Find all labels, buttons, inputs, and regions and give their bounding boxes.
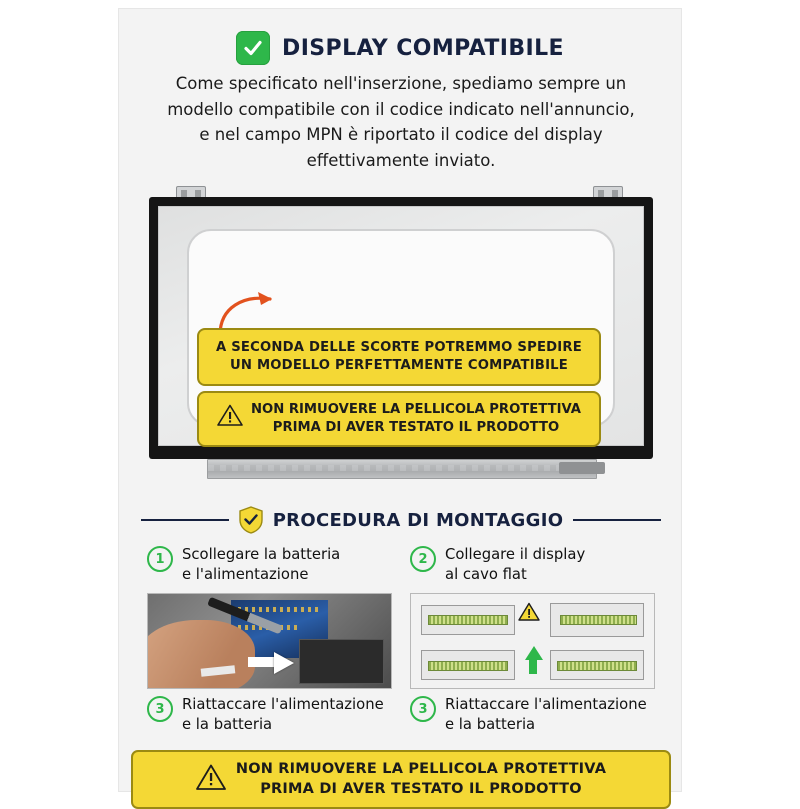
intro-line-4: effettivamente inviato. xyxy=(306,150,496,170)
green-arrow-icon xyxy=(525,646,543,660)
callout-film-line-2: PRIMA DI AVER TESTATO IL PRODOTTO xyxy=(272,419,560,435)
step-4-line-2: e la batteria xyxy=(445,715,536,733)
lcd-panel-illustration xyxy=(149,179,653,494)
step-4-line-1: Riattaccare l'alimentazione xyxy=(445,696,647,713)
warning-icon-small xyxy=(518,602,540,626)
step-2-photo xyxy=(410,593,655,689)
step-1-number: 1 xyxy=(147,546,173,572)
panel-bottom-strip xyxy=(207,459,597,479)
section-header xyxy=(141,506,661,534)
panel-bezel xyxy=(149,197,653,459)
divider-right xyxy=(573,519,661,521)
step-3-line-2: e la batteria xyxy=(182,715,273,733)
footer-warning-banner xyxy=(131,750,671,809)
step-item-3 xyxy=(147,689,392,739)
callout-stock-line-1: A SECONDA DELLE SCORTE POTREMMO SPEDIRE xyxy=(216,340,582,355)
intro-line-1: Come specificato nell'inserzione, spediamo sempre un xyxy=(175,74,627,93)
footer-line-1: NON RIMUOVERE LA PELLICOLA PROTETTIVA xyxy=(235,761,607,777)
callout-stock-notice xyxy=(197,328,601,386)
step-1-line-1: Scollegare la batteria xyxy=(182,546,341,563)
shield-icon xyxy=(239,506,263,534)
page-title: DISPLAY COMPATIBILE xyxy=(282,35,564,61)
callout-film-line-1: NON RIMUOVERE LA PELLICOLA PROTETTIVA xyxy=(250,402,582,417)
white-arrow-icon xyxy=(274,652,294,674)
green-arrow-tail xyxy=(529,658,537,674)
warning-icon-footer xyxy=(196,764,226,795)
flat-cable-strip-bottom-right xyxy=(557,661,637,671)
section-title: PROCEDURA DI MONTAGGIO xyxy=(272,509,564,531)
panel-bottom-texture xyxy=(208,465,596,471)
callout-stock-line-2: UN MODELLO PERFETTAMENTE COMPATIBILE xyxy=(230,357,568,373)
battery-graphic xyxy=(299,639,384,684)
white-arrow-tail xyxy=(248,657,277,667)
step-2-number: 2 xyxy=(410,546,436,572)
divider-left xyxy=(141,519,229,521)
step-2-text xyxy=(445,545,585,584)
step-4-head xyxy=(410,695,655,739)
step-item-2 xyxy=(410,545,655,689)
warning-icon xyxy=(217,404,243,433)
step-3-line-1: Riattaccare l'alimentazione xyxy=(182,696,384,713)
flat-cable-strip-top-right xyxy=(560,615,637,625)
step-3-head xyxy=(147,695,392,739)
footer-line-2: PRIMA DI AVER TESTATO IL PRODOTTO xyxy=(260,780,582,797)
flat-cable-strip-top-left xyxy=(428,615,508,625)
step-4-number: 3 xyxy=(410,696,436,722)
step-2-line-1: Collegare il display xyxy=(445,546,586,563)
content-frame xyxy=(118,8,682,797)
step-2-head xyxy=(410,545,655,589)
step-1-line-2: e l'alimentazione xyxy=(182,565,309,583)
check-icon xyxy=(236,31,270,65)
step-3-number: 3 xyxy=(147,696,173,722)
step-2-line-2: al cavo flat xyxy=(445,565,527,583)
flat-cable-strip-bottom-left xyxy=(428,661,508,671)
steps-row-top xyxy=(147,545,655,689)
intro-line-3: e nel campo MPN è riportato il codice del display xyxy=(199,125,603,145)
footer-warning-text xyxy=(236,760,606,799)
callout-film-text xyxy=(251,401,581,437)
step-3-text xyxy=(182,695,384,734)
step-item-1 xyxy=(147,545,392,689)
intro-line-2: modello compatibile con il codice indicato nell'annuncio, xyxy=(167,99,635,119)
panel-connector-tab xyxy=(559,462,605,474)
steps-row-bottom xyxy=(147,689,655,739)
step-4-text xyxy=(445,695,647,734)
step-1-text xyxy=(182,545,340,584)
intro-paragraph xyxy=(145,71,657,173)
panel-screen xyxy=(158,206,644,446)
step-1-head xyxy=(147,545,392,589)
header xyxy=(119,31,681,65)
hand-graphic xyxy=(147,620,255,689)
steps-grid xyxy=(147,545,655,739)
step-item-4 xyxy=(410,689,655,739)
callout-film-warning xyxy=(197,391,601,447)
step-1-photo xyxy=(147,593,392,689)
